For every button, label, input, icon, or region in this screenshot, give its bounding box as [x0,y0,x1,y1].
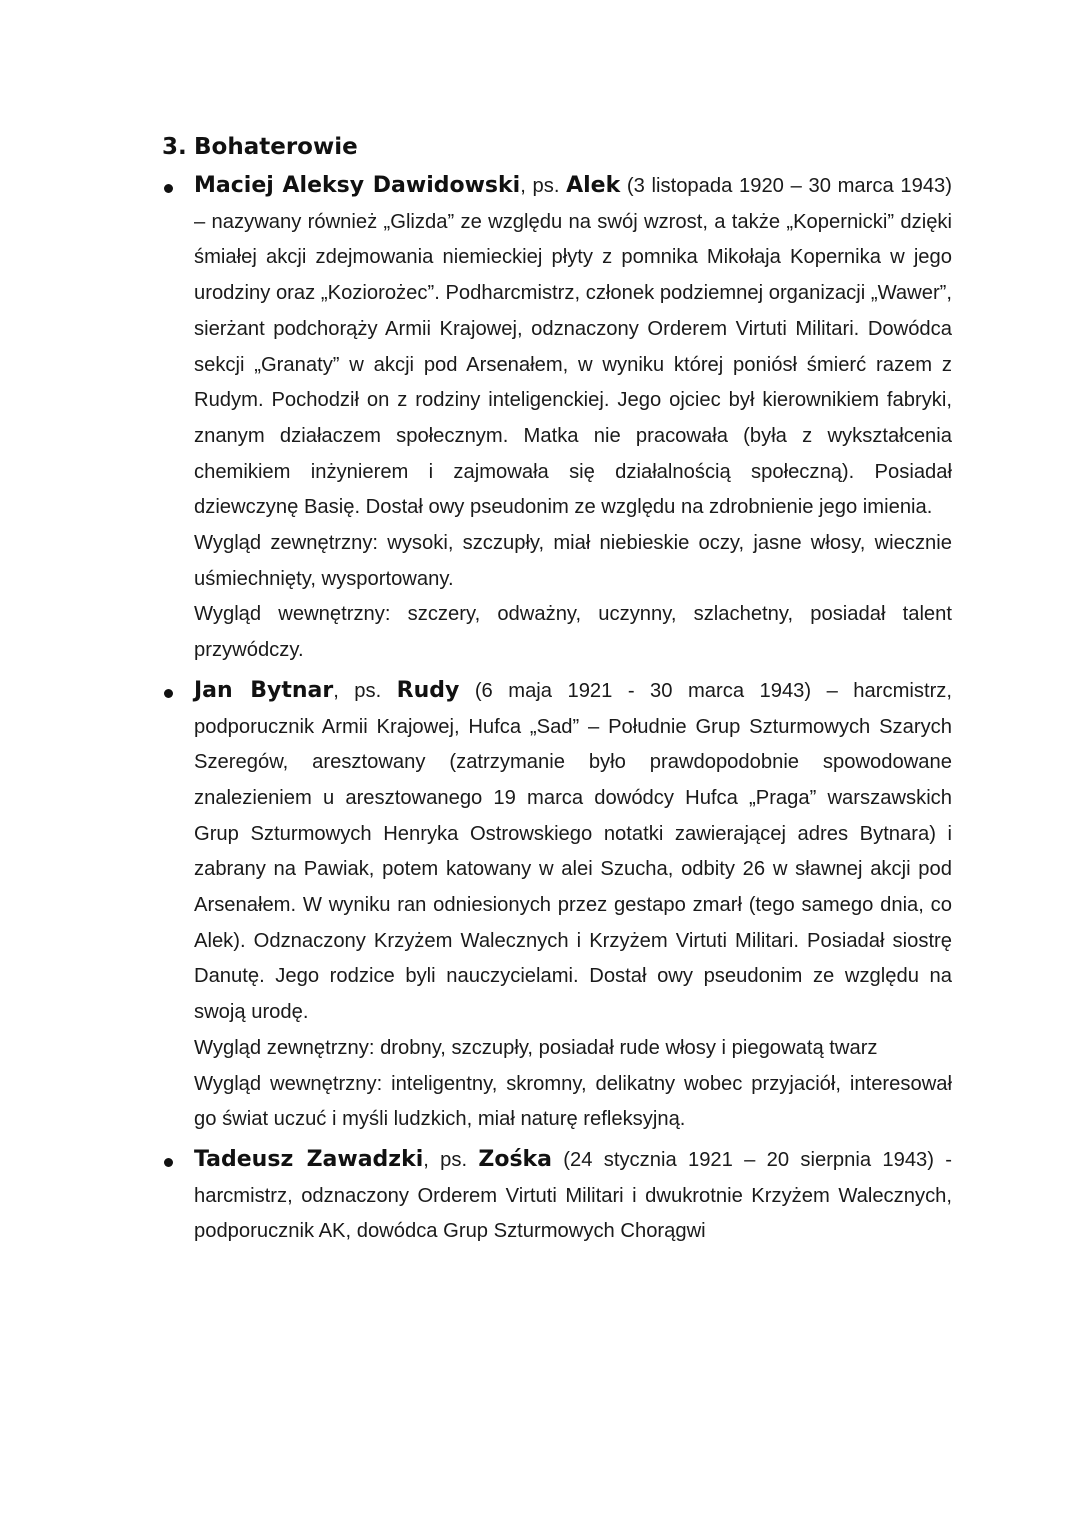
hero-item-alek [162,168,952,669]
hero-pseudonym: Zośka [478,1146,553,1172]
hero-bio-text: (3 listopada 1920 – 30 marca 1943) – nazywany również „Glizda” ze względu na swój wzrost, a także „Kopernicki” dzięki śmiałej akcji zdejmowania niemieckiej płyty z pomnika Mikołaja Kopernika w jego urodziny oraz „Koziorożec”. Podharcmistrz, członek podziemnej organizacji „Wawer”, sierżant podchorąży Armii Krajowej, odznaczony Orderem Virtuti Militari. Dowódca sekcji „Granaty” w akcji pod Arsenałem, w wyniku której poniósł śmierć razem z Rudym. Pochodził on z rodziny inteligenckiej. Jego ojciec był kierownikiem fabryki, znanym działaczem społecznym. Matka nie pracowała (była z wykształcenia chemikiem inżynierem i zajmowała się działalnością społeczną). Posiadał dziewczynę Basię. Dostał owy pseudonim ze względu na zdrobnienie jego imienia. [194,175,952,519]
pseudonym-label: , ps. [333,679,397,702]
hero-bio [194,1142,952,1250]
hero-bio [194,673,952,1031]
pseudonym-label: , ps. [423,1148,479,1171]
pseudonym-label: , ps. [520,175,567,197]
section-title: Bohaterowie [194,134,358,160]
hero-bio-text: (6 maja 1921 - 30 marca 1943) – harcmistrz, podporucznik Armii Krajowej, Hufca „Sad” – Południe Grup Szturmowych Szarych Szeregów, aresztowany (zatrzymanie było prawdopodobnie spowodowane znalezieniem u aresztowanego 19 marca dowódcy Hufca „Praga” warszawskich Grup Szturmowych Henryka Ostrowskiego notatki zawierającej adres Bytnara) i zabrany na Pawiak, potem katowany w alei Szucha, odbity 26 w sławnej akcji pod Arsenałem. W wyniku ran odniesionych przez gestapo zmarł (tego samego dnia, co Alek). Odznaczony Krzyżem Walecznych i Krzyżem Virtuti Militari. Posiadał siostrę Danutę. Jego rodzice byli nauczycielami. Dostał owy pseudonim ze względu na swoją urodę. [194,679,952,1024]
bullet-icon [164,184,173,193]
document-page [162,128,952,1250]
hero-item-rudy [162,673,952,1138]
bullet-icon [164,689,173,698]
hero-name: Jan Bytnar [194,677,334,703]
hero-item-zoska [162,1142,952,1250]
hero-pseudonym: Alek [566,173,621,198]
hero-name: Maciej Aleksy Dawidowski [194,173,521,198]
section-number: 3. [162,134,187,160]
heroes-list [162,168,952,1250]
hero-external-appearance: Wygląd zewnętrzny: wysoki, szczupły, miał niebieskie oczy, jasne włosy, wiecznie uśmiechnięty, wysportowany. [194,532,952,590]
hero-bio-text: (24 stycznia 1921 – 20 sierpnia 1943) - harcmistrz, odznaczony Orderem Virtuti Militari i dwukrotnie Krzyżem Walecznych, podporucznik AK, dowódca Grup Szturmowych Chorągwi [194,1148,952,1243]
hero-internal-appearance: Wygląd wewnętrzny: inteligentny, skromny, delikatny wobec przyjaciół, interesował go świat uczuć i myśli ludzkich, miał naturę refleksyjną. [194,1072,952,1131]
hero-internal-appearance: Wygląd wewnętrzny: szczery, odważny, uczynny, szlachetny, posiadał talent przywódczy. [194,603,952,662]
bullet-icon [164,1158,173,1167]
hero-bio [194,168,952,526]
hero-external-appearance: Wygląd zewnętrzny: drobny, szczupły, posiadał rude włosy i piegowatą twarz [194,1036,878,1059]
hero-pseudonym: Rudy [396,677,460,703]
section-heading [162,128,952,166]
hero-name: Tadeusz Zawadzki [194,1146,424,1172]
